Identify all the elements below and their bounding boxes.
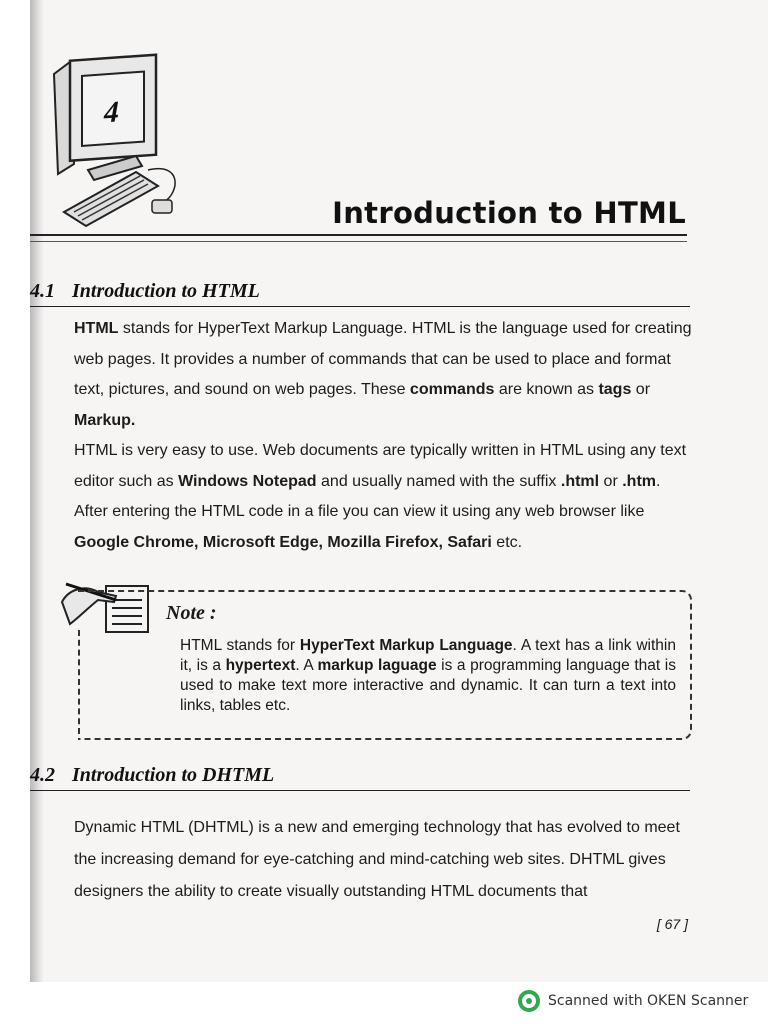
section-heading-4-1	[30, 280, 690, 307]
paragraph	[74, 314, 696, 436]
chapter-title: Introduction to HTML	[332, 196, 686, 230]
paragraph	[74, 436, 696, 558]
note-dashed-border-left	[78, 630, 80, 734]
text-run: are known as	[494, 381, 599, 398]
scanner-footer	[518, 990, 748, 1012]
bold-text-run: HTML	[74, 320, 119, 337]
text-run: HTML stands for	[180, 637, 300, 654]
section-number: 4.2	[30, 764, 55, 786]
chapter-number: 4	[104, 95, 119, 130]
note-text	[180, 636, 676, 716]
section-4-1-body	[74, 314, 696, 558]
text-run: stands for HyperText Markup Language. HTML is the language used for creating web pages. It provides a number of commands that can be used to place and format text, pictures, and sound on web pages. These	[74, 320, 692, 398]
text-run: and usually named with the suffix	[316, 472, 561, 490]
note-box	[78, 590, 694, 738]
text-run: or	[631, 381, 651, 398]
text-run: HTML is very easy to use. Web documents are typically written in HTML using any text editor such as	[74, 442, 687, 490]
text-run: is a programming language that is used to make text more interactive and dynamic. It can turn a text into links, tables etc.	[180, 657, 676, 714]
bold-text-run: markup laguage	[317, 657, 437, 674]
page-number: [ 67 ]	[656, 916, 688, 932]
bold-text-run: Markup.	[74, 411, 136, 429]
section-title: Introduction to DHTML	[72, 764, 275, 786]
section-4-2-body	[74, 812, 696, 908]
section-title: Introduction to HTML	[72, 280, 260, 302]
text-run: etc.	[491, 533, 523, 551]
section-heading-4-2	[30, 764, 690, 791]
bold-text-run: commands	[409, 381, 495, 398]
oken-scanner-logo-icon	[518, 990, 540, 1012]
note-label: Note :	[166, 602, 217, 624]
text-run: Dynamic HTML (DHTML) is a new and emerging technology that has evolved to meet the increasing demand for eye-catching and mind-catching web sites. DHTML gives designers the ability to create visually outstanding HTML documents that	[74, 819, 680, 900]
scanner-text: Scanned with OKEN Scanner	[548, 993, 749, 1009]
text-run: . A text has a link within it, is a	[180, 637, 676, 674]
bold-text-run: tags	[598, 381, 632, 398]
bold-text-run: .htm	[622, 472, 656, 490]
page-gutter-shadow	[30, 0, 44, 982]
text-run: or	[599, 472, 623, 490]
text-run: . After entering the HTML code in a file you can view it using any web browser like	[74, 472, 661, 520]
text-run: . A	[295, 657, 318, 674]
bold-text-run: Google Chrome, Microsoft Edge, Mozilla Firefox, Safari	[74, 533, 492, 551]
bold-text-run: .html	[560, 472, 600, 490]
paragraph	[74, 812, 696, 908]
bold-text-run: Windows Notepad	[178, 472, 317, 490]
bold-text-run: HyperText Markup Language	[299, 637, 513, 654]
chapter-title-rule	[30, 234, 687, 236]
computer-illustration-icon	[52, 52, 192, 232]
bold-text-run: hypertext	[225, 657, 296, 674]
section-number: 4.1	[30, 280, 55, 302]
